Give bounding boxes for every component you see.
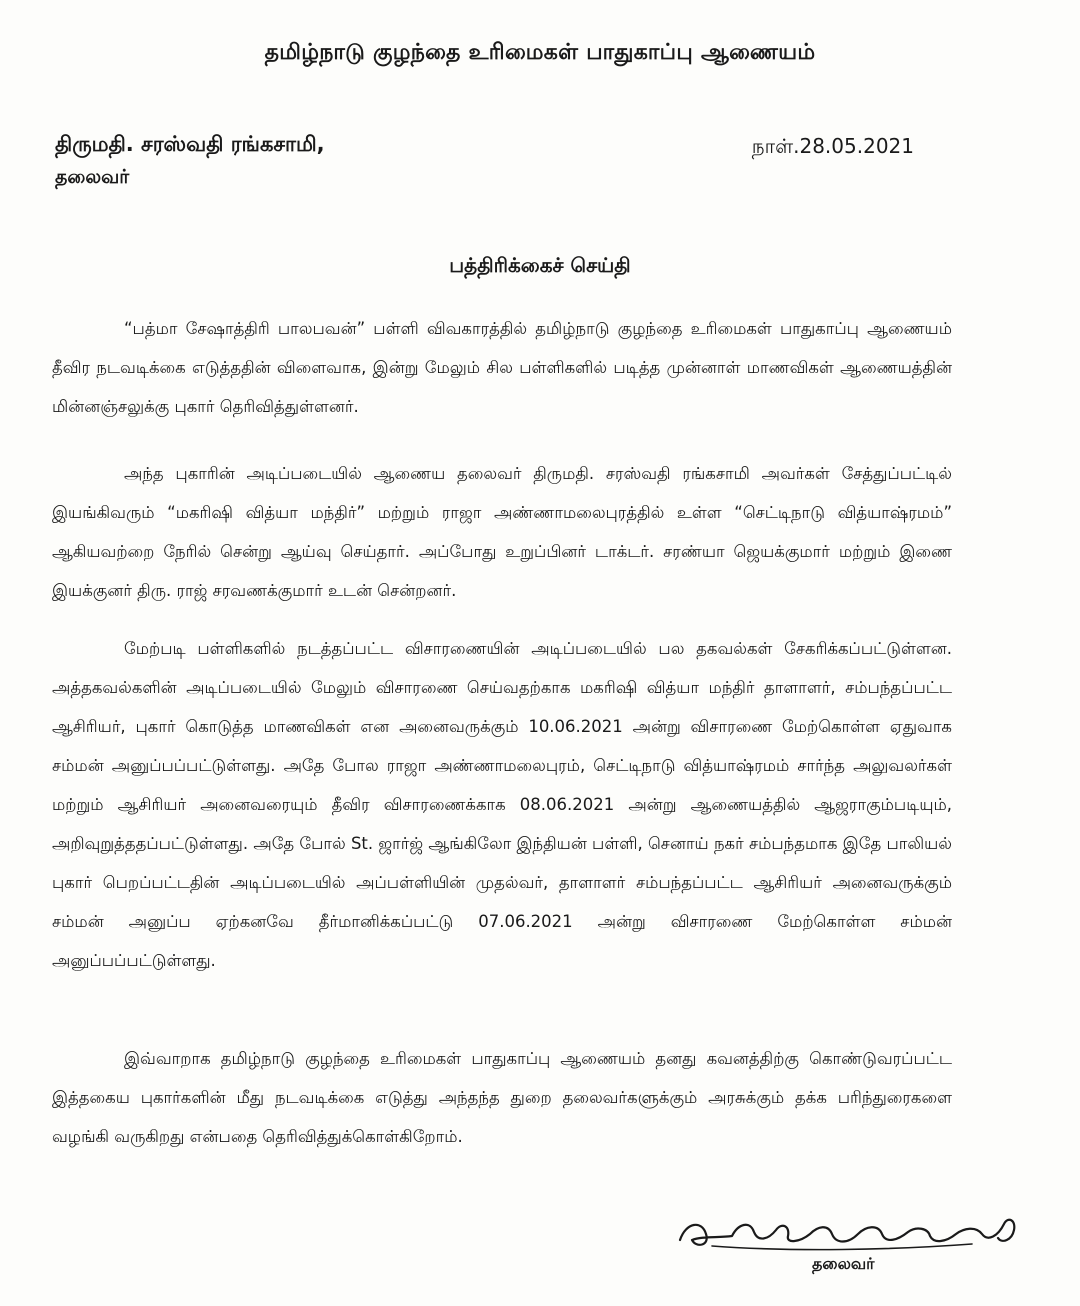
sender-name: திருமதி. சரஸ்வதி ரங்கசாமி, bbox=[55, 132, 325, 156]
sender-role: தலைவர் bbox=[55, 166, 130, 188]
paragraph-1: “பத்மா சேஷாத்திரி பாலபவன்” பள்ளி விவகாரத்தில் தமிழ்நாடு குழந்தை உரிமைகள் பாதுகாப்பு ஆணையம் தீவிர நடவடிக்கை எடுத்ததின் விளைவாக, இன்று மேலும் சில பள்ளிகளில் படித்த முன்னாள் மாணவிகள் ஆணையத்தின் மின்னஞ்சலுக்கு புகார் தெரிவித்துள்ளனர். bbox=[52, 319, 952, 416]
paragraph-4: இவ்வாறாக தமிழ்நாடு குழந்தை உரிமைகள் பாதுகாப்பு ஆணையம் தனது கவனத்திற்கு கொண்டுவரப்பட்ட இத்தகைய புகார்களின் மீது நடவடிக்கை எடுத்து அந்தந்த துறை தலைவர்களுக்கும் அரசுக்கும் தக்க பரிந்துரைகளை வழங்கி வருகிறது என்பதை தெரிவித்துக்கொள்கிறோம். bbox=[52, 1049, 952, 1146]
signatory-role: தலைவர் bbox=[812, 1254, 875, 1273]
organization-title: தமிழ்நாடு குழந்தை உரிமைகள் பாதுகாப்பு ஆணையம் bbox=[264, 40, 816, 65]
handwritten-signature bbox=[672, 1200, 1032, 1260]
document-date: நாள்.28.05.2021 bbox=[751, 134, 914, 158]
document-heading: பத்திரிக்கைச் செய்தி bbox=[449, 253, 631, 277]
paragraph-2: அந்த புகாரின் அடிப்படையில் ஆணைய தலைவர் திருமதி. சரஸ்வதி ரங்கசாமி அவர்கள் சேத்துப்பட்டில் இயங்கிவரும் “மகரிஷி வித்யா மந்திர்” மற்றும் ராஜா அண்ணாமலைபுரத்தில் உள்ள “செட்டிநாடு வித்யாஷ்ரமம்” ஆகியவற்றை நேரில் சென்று ஆய்வு செய்தார். அப்போது உறுப்பினர் டாக்டர். சரண்யா ஜெயக்குமார் மற்றும் இணை இயக்குனர் திரு. ராஜ் சரவணக்குமார் உடன் சென்றனர். bbox=[52, 464, 952, 600]
paragraph-3: மேற்படி பள்ளிகளில் நடத்தப்பட்ட விசாரணையின் அடிப்படையில் பல தகவல்கள் சேகரிக்கப்பட்டுள்ளன. அத்தகவல்களின் அடிப்படையில் மேலும் விசாரணை செய்வதற்காக மகரிஷி வித்யா மந்திர் தாளாளர், சம்பந்தப்பட்ட ஆசிரியர், புகார் கொடுத்த மாணவிகள் என அனைவருக்கும் 10.06.2021 அன்று விசாரணை மேற்கொள்ள ஏதுவாக சம்மன் அனுப்பப்பட்டுள்ளது. அதே போல ராஜா அண்ணாமலைபுரம், செட்டிநாடு வித்யாஷ்ரமம் சார்ந்த அலுவலர்கள் மற்றும் ஆசிரியர் அனைவரையும் தீவிர விசாரணைக்காக 08.06.2021 அன்று ஆணையத்தில் ஆஜராகும்படியும், அறிவுறுத்ததப்பட்டுள்ளது. அதே போல் St. ஜார்ஜ் ஆங்கிலோ இந்தியன் பள்ளி, செனாய் நகர் சம்பந்தமாக இதே பாலியல் புகார் பெறப்பட்டதின் அடிப்படையில் அப்பள்ளியின் முதல்வர், தாளாளர் சம்பந்தப்பட்ட ஆசிரியர் அனைவருக்கும் சம்மன் அனுப்ப ஏற்கனவே தீர்மானிக்கப்பட்டு 07.06.2021 அன்று விசாரணை மேற்கொள்ள சம்மன் அனுப்பப்பட்டுள்ளது. bbox=[52, 639, 952, 970]
